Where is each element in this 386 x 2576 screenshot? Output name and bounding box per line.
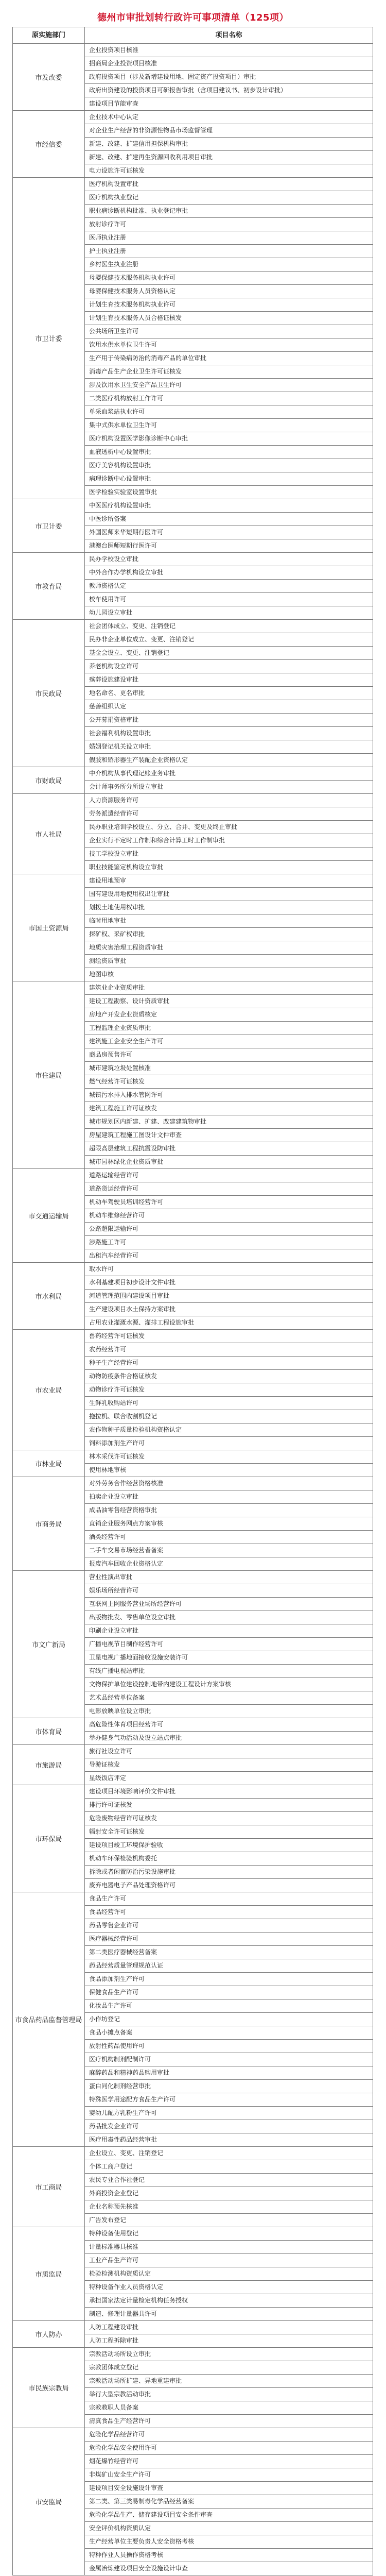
item-cell: 超限高层建筑工程抗震设防审批 <box>85 1142 373 1156</box>
item-cell: 道路货运经营许可 <box>85 1182 373 1196</box>
item-cell: 医疗用毒性药品经营审批 <box>85 2133 373 2147</box>
item-cell: 特殊医学用途配方食品生产许可 <box>85 2093 373 2107</box>
item-cell: 城市建筑垃圾处置核准 <box>85 1062 373 1075</box>
table-row <box>13 767 373 781</box>
dept-cell: 市教育局 <box>13 553 85 620</box>
dept-cell: 市商务局 <box>13 1477 85 1571</box>
item-cell: 人防工程建设审批 <box>85 2321 373 2334</box>
item-cell: 对外劳务合作经营资格核准 <box>85 1477 373 1490</box>
item-cell: 生产建设项目水土保持方案审批 <box>85 1303 373 1316</box>
table-row <box>13 1263 373 1276</box>
item-cell: 农药经营许可 <box>85 1343 373 1357</box>
item-cell: 种子生产经营许可 <box>85 1357 373 1370</box>
item-cell: 排污许可证核发 <box>85 1799 373 1812</box>
item-cell: 非煤矿山安全生产许可 <box>85 2468 373 2482</box>
item-cell: 劳务派遣经营许可 <box>85 807 373 821</box>
item-cell: 报废汽车回收企业资格认定 <box>85 1557 373 1571</box>
item-cell: 放射诊疗许可 <box>85 218 373 231</box>
table-row <box>13 620 373 633</box>
header-item: 项目名称 <box>85 27 373 44</box>
dept-cell: 市工商局 <box>13 2147 85 2227</box>
item-cell: 探矿权、采矿权审批 <box>85 928 373 941</box>
item-cell: 动物防疫条件合格证核发 <box>85 1370 373 1383</box>
item-cell: 慈善组织认定 <box>85 700 373 714</box>
item-cell: 检验检测机构资质认定 <box>85 2267 373 2281</box>
item-cell: 酒类经营许可 <box>85 1531 373 1544</box>
item-cell: 殡葬设施建设审批 <box>85 673 373 687</box>
item-cell: 医疗机构制剂配制许可 <box>85 2053 373 2066</box>
item-cell: 工业产品生产许可 <box>85 2254 373 2267</box>
item-cell: 食品经营许可 <box>85 1906 373 1919</box>
item-cell: 饲料添加剂生产许可 <box>85 1437 373 1450</box>
table-row <box>13 874 373 888</box>
table-row <box>13 794 373 807</box>
item-cell: 地质灾害治理工程资质审批 <box>85 941 373 955</box>
item-cell: 废弃电器电子产品处理资格许可 <box>85 1879 373 1892</box>
item-cell: 新建、改建、扩建再生资源回收利用项目审批 <box>85 151 373 164</box>
item-cell: 测绘资质审批 <box>85 955 373 968</box>
item-cell: 校车使用许可 <box>85 593 373 606</box>
item-cell: 民办非企业单位成立、变更、注销登记 <box>85 633 373 647</box>
item-cell: 临时用地审批 <box>85 914 373 928</box>
item-cell: 医疗美容机构设置审批 <box>85 459 373 472</box>
table-row <box>13 178 373 191</box>
item-cell: 计划生育技术服务机构执业许可 <box>85 298 373 312</box>
item-cell: 企业设立、变更、注销登记 <box>85 2147 373 2160</box>
item-cell: 乡村医生执业注册 <box>85 258 373 272</box>
item-cell: 招商局企业投资项目核准 <box>85 57 373 71</box>
item-cell: 林木采伐许可证核发 <box>85 1450 373 1464</box>
item-cell: 建设工程勘察、设计资质审批 <box>85 995 373 1008</box>
item-cell: 直销企业服务网点方案审核 <box>85 1517 373 1531</box>
item-cell: 母婴保健技术服务机构执业许可 <box>85 272 373 285</box>
dept-cell: 市安监局 <box>13 2428 85 2575</box>
dept-cell: 市文广新局 <box>13 1571 85 1718</box>
item-cell: 第二类、第三类易制毒化学品经营备案 <box>85 2495 373 2509</box>
table-row <box>13 981 373 995</box>
item-cell: 企业投资项目核准 <box>85 44 373 57</box>
item-cell: 二类医疗机构放射工作许可 <box>85 392 373 405</box>
item-cell: 危险化学品经营许可 <box>85 2428 373 2442</box>
dept-cell: 市经信委 <box>13 111 85 178</box>
item-cell: 宗教团体成立登记 <box>85 2361 373 2375</box>
item-cell: 人防工程拆除审批 <box>85 2334 373 2348</box>
item-cell: 广告发布登记 <box>85 2214 373 2227</box>
item-cell: 制造、修理计量器具许可 <box>85 2308 373 2321</box>
item-cell: 医疗机构设置医学影像诊断中心审批 <box>85 432 373 446</box>
table-row <box>13 44 373 57</box>
item-cell: 会计师事务所分所设立审批 <box>85 781 373 794</box>
dept-cell: 市民族宗教局 <box>13 2348 85 2428</box>
dept-cell: 市民政局 <box>13 620 85 767</box>
table-row <box>13 1785 373 1799</box>
item-cell: 医师执业注册 <box>85 231 373 245</box>
item-cell: 麻醉药品和精神药品购用审批 <box>85 2066 373 2080</box>
item-cell: 卫星电视广播地面接收设施安装许可 <box>85 1651 373 1665</box>
item-cell: 医疗机构设置审批 <box>85 178 373 191</box>
item-cell: 地图审核 <box>85 968 373 981</box>
item-cell: 高危险性体育项目经营许可 <box>85 1718 373 1732</box>
item-cell: 保健食品生产许可 <box>85 1986 373 1999</box>
dept-cell: 市水利局 <box>13 1263 85 1330</box>
item-cell: 机动车驾驶员培训经营许可 <box>85 1196 373 1209</box>
table-header-row <box>13 27 373 44</box>
table-row <box>13 1330 373 1343</box>
table-row <box>13 499 373 513</box>
item-cell: 特种设备使用登记 <box>85 2227 373 2241</box>
item-cell: 化妆品生产许可 <box>85 1999 373 2013</box>
item-cell: 病理诊断中心设置审批 <box>85 472 373 486</box>
item-cell: 企业名称预先核准 <box>85 2200 373 2214</box>
item-cell: 清真食品生产经营许可 <box>85 2415 373 2428</box>
item-cell: 工程监理企业资质审批 <box>85 1022 373 1035</box>
item-cell: 护士执业注册 <box>85 245 373 258</box>
item-cell: 建筑业企业资质审批 <box>85 981 373 995</box>
document-title-approval-items: 德州市审批划转行政许可事项清单（125项） <box>97 12 289 23</box>
item-cell: 婚姻登记机关设立审批 <box>85 740 373 754</box>
item-cell: 宗教活动场所设立审批 <box>85 2348 373 2361</box>
item-cell: 基金会设立、变更、注销登记 <box>85 647 373 660</box>
item-cell: 使用林地审核 <box>85 1464 373 1477</box>
dept-cell: 市卫计委 <box>13 178 85 499</box>
table-row <box>13 1745 373 1758</box>
item-cell: 房地产开发企业资质核定 <box>85 1008 373 1022</box>
item-cell: 企业实行不定时工作制和综合计算工时工作制审批 <box>85 834 373 848</box>
item-cell: 集中式供水单位卫生许可 <box>85 419 373 432</box>
item-cell: 电影放映单位设立审批 <box>85 1705 373 1718</box>
item-cell: 二手车交易市场经营者备案 <box>85 1544 373 1557</box>
item-cell: 水利基建项目初步设计文件审批 <box>85 1276 373 1290</box>
item-cell: 建设用地预审 <box>85 874 373 888</box>
dept-cell: 市农业局 <box>13 1330 85 1450</box>
item-cell: 宗教活动场所扩建、异地重建审批 <box>85 2375 373 2388</box>
item-cell: 血液透析中心设置审批 <box>85 446 373 459</box>
item-cell: 出版物批发、零售单位设立审批 <box>85 1611 373 1624</box>
dept-cell: 市卫计委 <box>13 499 85 553</box>
item-cell: 计划生育技术服务人员合格证核发 <box>85 312 373 325</box>
table-row <box>13 1892 373 1906</box>
table-row <box>13 2321 373 2334</box>
item-cell: 商品房预售许可 <box>85 1048 373 1062</box>
table-row <box>13 553 373 566</box>
dept-cell: 市人防办 <box>13 2321 85 2348</box>
item-cell: 拆除或者闲置防治污染设施审批 <box>85 1866 373 1879</box>
approval-items-table <box>12 27 373 2575</box>
item-cell: 兽药经营许可证核发 <box>85 1330 373 1343</box>
item-cell: 中医医疗机构设置审批 <box>85 499 373 513</box>
dept-cell: 市交通运输局 <box>13 1169 85 1263</box>
item-cell: 教师资格认定 <box>85 580 373 593</box>
item-cell: 导游证核发 <box>85 1758 373 1772</box>
table-row <box>13 1571 373 1584</box>
item-cell: 房屋建筑工程施工图设计文件审查 <box>85 1129 373 1142</box>
item-cell: 建设项目竣工环境保护验收 <box>85 1839 373 1852</box>
item-cell: 辐射安全许可证核发 <box>85 1825 373 1839</box>
item-cell: 涉路施工许可 <box>85 1236 373 1249</box>
item-cell: 公共场所卫生许可 <box>85 325 373 338</box>
item-cell: 食品小摊点备案 <box>85 2026 373 2040</box>
table-row <box>13 2428 373 2442</box>
item-cell: 政府出资建设的投资项目可研报告审批（含项目建议书、初步设计审批） <box>85 84 373 97</box>
header-dept: 原实施部门 <box>13 27 85 44</box>
item-cell: 划拨土地使用权审批 <box>85 901 373 914</box>
item-cell: 养老机构设立许可 <box>85 660 373 673</box>
item-cell: 小作坊登记 <box>85 2013 373 2026</box>
item-cell: 河道管理范围内建设项目审批 <box>85 1290 373 1303</box>
item-cell: 中外合作办学机构设立审批 <box>85 566 373 580</box>
item-cell: 建筑施工企业安全生产许可 <box>85 1035 373 1048</box>
item-cell: 国有建设用地使用权出让审批 <box>85 888 373 901</box>
item-cell: 建设项目环境影响评价文件审批 <box>85 1785 373 1799</box>
item-cell: 机动车维修经营许可 <box>85 1209 373 1223</box>
item-cell: 占用农业灌溉水源、灌排工程设施审批 <box>85 1316 373 1330</box>
item-cell: 承担国家法定计量检定机构任务授权 <box>85 2294 373 2308</box>
dept-cell: 市体育局 <box>13 1718 85 1745</box>
item-cell: 危险化学品安全使用许可 <box>85 2442 373 2455</box>
item-cell: 药品经营质量管理规范认证 <box>85 1959 373 1973</box>
item-cell: 港澳台医师短期行医许可 <box>85 539 373 553</box>
table-row <box>13 1718 373 1732</box>
item-cell: 特种设备作业人员资格认定 <box>85 2281 373 2294</box>
item-cell: 食品生产许可 <box>85 1892 373 1906</box>
item-cell: 个体工商户登记 <box>85 2160 373 2174</box>
item-cell: 燃气经营许可证核发 <box>85 1075 373 1089</box>
dept-cell: 市国土资源局 <box>13 874 85 981</box>
item-cell: 星级饭店评定 <box>85 1772 373 1785</box>
item-cell: 特种作业人员操作资格考核 <box>85 2549 373 2562</box>
dept-cell: 市财政局 <box>13 767 85 794</box>
item-cell: 医疗器械经营许可 <box>85 1933 373 1946</box>
item-cell: 广播电视节目制作经营许可 <box>85 1638 373 1651</box>
item-cell: 外国医师来华短期行医许可 <box>85 526 373 539</box>
item-cell: 幼儿园设立审批 <box>85 606 373 620</box>
item-cell: 政府投资项目（涉及新增建设用地、固定资产投资项目）审批 <box>85 71 373 84</box>
item-cell: 娱乐场所经营许可 <box>85 1584 373 1598</box>
item-cell: 旅行社设立许可 <box>85 1745 373 1758</box>
item-cell: 第二类医疗器械经营备案 <box>85 1946 373 1959</box>
item-cell: 职业病诊断机构批准、执业登记审批 <box>85 205 373 218</box>
item-cell: 医疗机构执业登记 <box>85 191 373 205</box>
item-cell: 城市规划区内新建、扩建、改建建筑物审批 <box>85 1115 373 1129</box>
item-cell: 农作物种子质量检验机构资格认定 <box>85 1423 373 1437</box>
item-cell: 成品油零售经营资格审批 <box>85 1504 373 1517</box>
item-cell: 举行大型宗教活动审批 <box>85 2388 373 2401</box>
item-cell: 民办职业培训学校设立、分立、合并、变更及终止审批 <box>85 821 373 834</box>
item-cell: 生产用于传染病防治的消毒产品的单位审批 <box>85 352 373 365</box>
item-cell: 公开募捐资格审批 <box>85 714 373 727</box>
item-cell: 城镇污水排入排水管网许可 <box>85 1089 373 1102</box>
item-cell: 民办学校设立审批 <box>85 553 373 566</box>
item-cell: 电力设施许可证核发 <box>85 164 373 178</box>
item-cell: 母婴保健技术服务人员资格认定 <box>85 285 373 298</box>
item-cell: 拖拉机、联合收割机登记 <box>85 1410 373 1423</box>
item-cell: 道路运输经营许可 <box>85 1169 373 1182</box>
item-cell: 对企业生产经营的非资源性物品市场监督管理 <box>85 124 373 138</box>
item-cell: 医学检验实验室设置审批 <box>85 486 373 499</box>
item-cell: 蛋白同化制剂经营审批 <box>85 2080 373 2093</box>
item-cell: 人力资源服务许可 <box>85 794 373 807</box>
item-cell: 中介机构从事代理记账业务审批 <box>85 767 373 781</box>
item-cell: 金属冶炼建设项目安全设施设计审查 <box>85 2562 373 2575</box>
table-row <box>13 2348 373 2361</box>
item-cell: 危险废物经营许可证核发 <box>85 1812 373 1825</box>
item-cell: 文物保护单位建设控制地带内建设工程设计方案审核 <box>85 1678 373 1691</box>
item-cell: 烟花爆竹经营许可 <box>85 2455 373 2468</box>
dept-cell: 市环保局 <box>13 1785 85 1892</box>
item-cell: 假肢和矫形器生产装配企业资格认定 <box>85 754 373 767</box>
item-cell: 单采血浆站执业许可 <box>85 405 373 419</box>
item-cell: 企业技术中心认定 <box>85 111 373 124</box>
dept-cell: 市住建局 <box>13 981 85 1169</box>
dept-cell: 市发改委 <box>13 44 85 111</box>
item-cell: 安全评价机构资质认定 <box>85 2522 373 2535</box>
dept-cell: 市质监局 <box>13 2227 85 2321</box>
item-cell: 公路超限运输许可 <box>85 1223 373 1236</box>
item-cell: 机动车环保检验机构委托 <box>85 1852 373 1866</box>
dept-cell: 市林业局 <box>13 1450 85 1477</box>
item-cell: 建设项目安全设施设计审查 <box>85 2482 373 2495</box>
item-cell: 新建、改建、扩建信用担保机构审批 <box>85 138 373 151</box>
item-cell: 计量标准器具核准 <box>85 2241 373 2254</box>
item-cell: 技工学校设立审批 <box>85 848 373 861</box>
item-cell: 饮用水供水单位卫生许可 <box>85 338 373 352</box>
item-cell: 艺术品经营单位备案 <box>85 1691 373 1705</box>
item-cell: 城市园林绿化企业资质审批 <box>85 1156 373 1169</box>
item-cell: 动物诊疗许可证核发 <box>85 1383 373 1397</box>
item-cell: 食品添加剂生产许可 <box>85 1973 373 1986</box>
item-cell: 外商投资企业登记 <box>85 2187 373 2200</box>
item-cell: 生鲜乳收购站许可 <box>85 1397 373 1410</box>
dept-cell: 市食品药品监督管理局 <box>13 1892 85 2147</box>
item-cell: 举办健身气功活动及设立站点审批 <box>85 1732 373 1745</box>
table-row <box>13 2227 373 2241</box>
item-cell: 拍卖企业设立审批 <box>85 1490 373 1504</box>
item-cell: 中医诊所备案 <box>85 513 373 526</box>
item-cell: 消毒产品生产企业卫生许可证核发 <box>85 365 373 379</box>
item-cell: 社会团体成立、变更、注销登记 <box>85 620 373 633</box>
item-cell: 药品零售企业许可 <box>85 1919 373 1933</box>
item-cell: 营业性演出审批 <box>85 1571 373 1584</box>
item-cell: 社会福利机构设置审批 <box>85 727 373 740</box>
item-cell: 药品批发企业许可 <box>85 2120 373 2133</box>
item-cell: 取水许可 <box>85 1263 373 1276</box>
item-cell: 地名命名、更名审批 <box>85 687 373 700</box>
item-cell: 建筑工程施工许可证核发 <box>85 1102 373 1115</box>
table-row <box>13 111 373 124</box>
item-cell: 印刷企业设立审批 <box>85 1624 373 1638</box>
item-cell: 有线广播电视站审批 <box>85 1665 373 1678</box>
table-row <box>13 1169 373 1182</box>
item-cell: 建设项目节能审查 <box>85 97 373 111</box>
item-cell: 农民专业合作社登记 <box>85 2174 373 2187</box>
item-cell: 职业技能鉴定机构设立审批 <box>85 861 373 874</box>
item-cell: 放射性药品使用许可 <box>85 2040 373 2053</box>
item-cell: 宗教教职人员备案 <box>85 2401 373 2415</box>
dept-cell: 市人社局 <box>13 794 85 874</box>
table-row <box>13 2147 373 2160</box>
dept-cell: 市旅游局 <box>13 1745 85 1785</box>
item-cell: 出租汽车经营许可 <box>85 1249 373 1263</box>
table-row <box>13 1477 373 1490</box>
item-cell: 婴幼儿配方乳粉生产许可 <box>85 2107 373 2120</box>
item-cell: 危险化学品生产、储存建设项目安全条件审查 <box>85 2509 373 2522</box>
item-cell: 互联网上网服务营业场所经营许可 <box>85 1598 373 1611</box>
item-cell: 生产经营单位主要负责人安全资格考核 <box>85 2535 373 2549</box>
item-cell: 涉及饮用水卫生安全产品卫生许可 <box>85 379 373 392</box>
table-row <box>13 1450 373 1464</box>
